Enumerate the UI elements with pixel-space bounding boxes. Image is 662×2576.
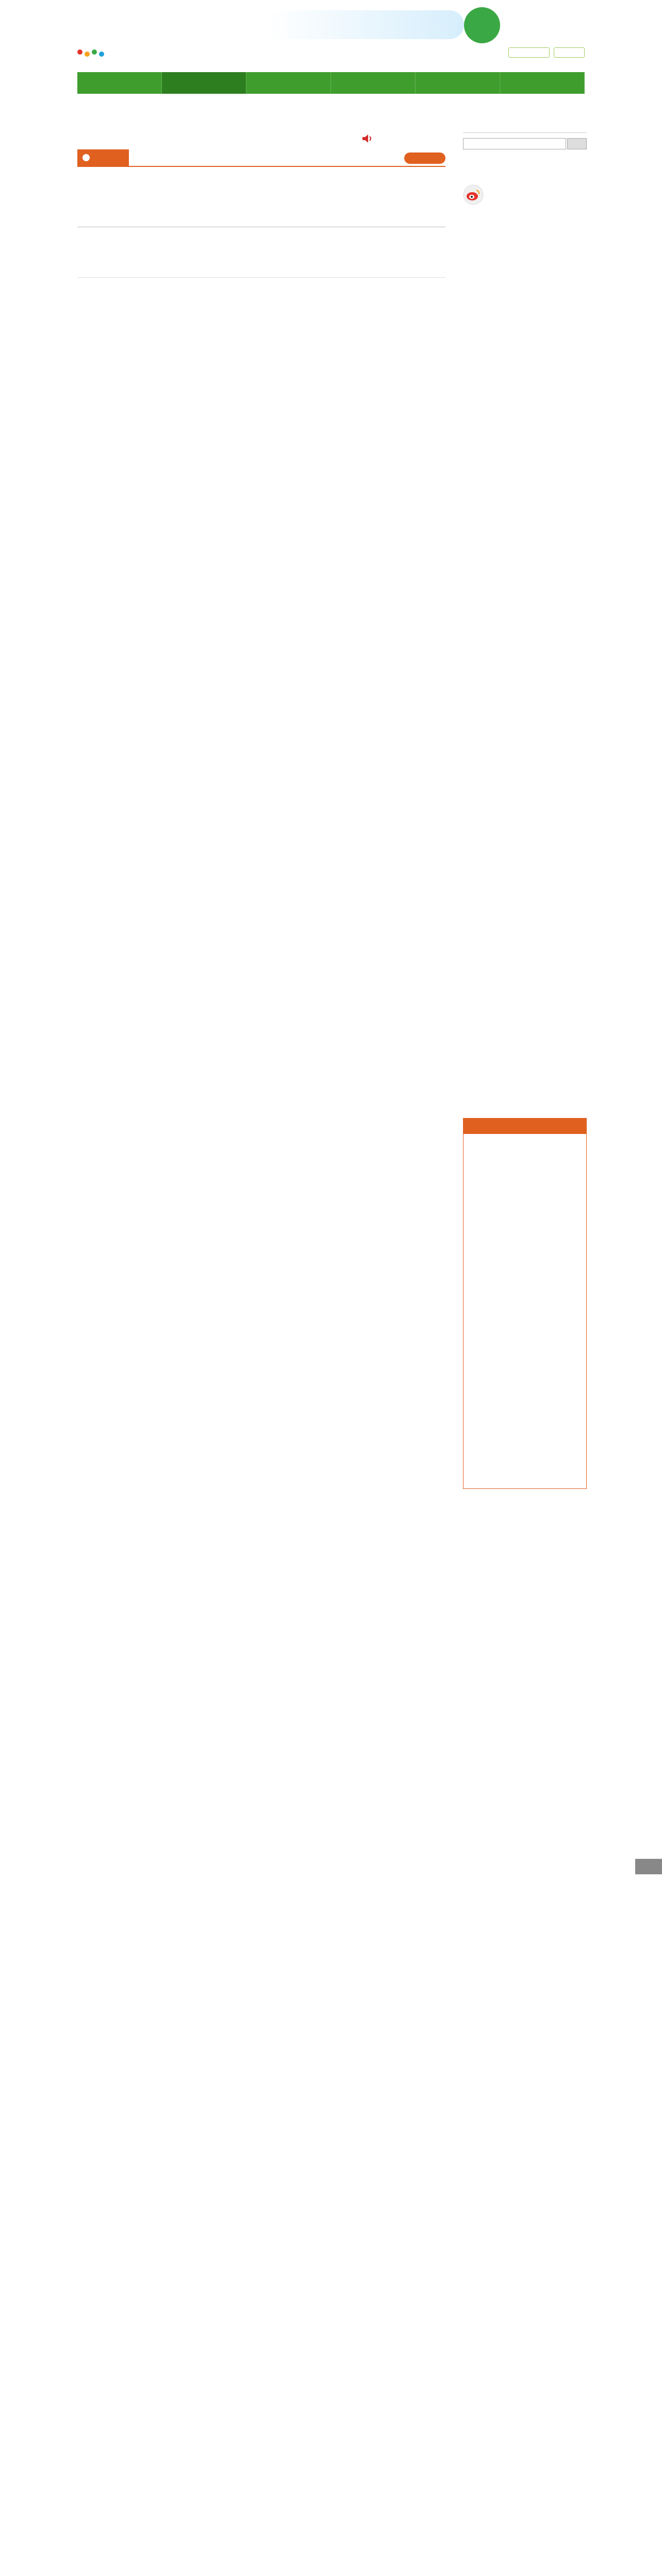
section-tag (404, 152, 445, 164)
nav-item-events[interactable] (331, 72, 416, 94)
latest-news-list (464, 1134, 586, 1138)
nav-item-featured[interactable] (416, 72, 500, 94)
nav-item-research[interactable] (246, 72, 331, 94)
section-tabbar (77, 149, 445, 167)
section-icon (82, 154, 90, 161)
logo-dot-icon (85, 52, 90, 57)
section-label (77, 149, 129, 166)
search-input[interactable] (463, 138, 566, 149)
logo-dot-icon (77, 49, 82, 55)
logo-dot-icon (99, 52, 104, 57)
speaker-icon[interactable] (362, 134, 373, 143)
nav-item-home[interactable] (77, 72, 162, 94)
weibo-icon[interactable] (463, 184, 484, 205)
logo-dot-icon (92, 49, 97, 55)
search-label (463, 122, 587, 133)
nav-item-about[interactable] (500, 72, 585, 94)
divider (77, 277, 445, 278)
back-to-top-button[interactable] (635, 1859, 662, 1874)
lang-english-button[interactable] (554, 47, 585, 58)
nav-item-parenting[interactable] (162, 72, 246, 94)
site-logo[interactable] (77, 8, 160, 65)
search-button[interactable] (567, 138, 587, 149)
header-slogan (268, 10, 464, 39)
main-nav (77, 72, 585, 94)
lang-japanese-button[interactable] (508, 47, 550, 58)
site-header (0, 0, 662, 66)
latest-news-title (464, 1118, 586, 1134)
latest-news-box (463, 1118, 587, 1489)
what-is-child-science-badge[interactable] (464, 7, 500, 43)
